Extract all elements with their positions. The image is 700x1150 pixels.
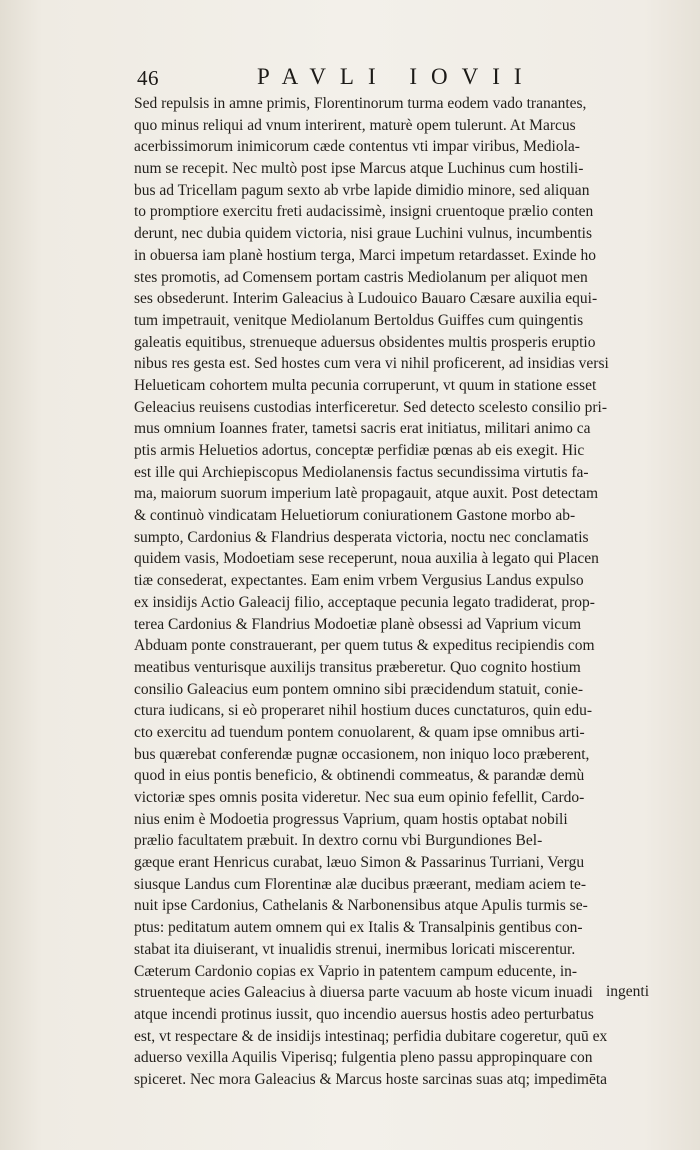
text-line: to promptiore exercitu freti audacissimè, insigni cruentoque prælio conten xyxy=(134,203,594,221)
text-line: tiæ consederat, expectantes. Eam enim vrbem Vergusius Landus expulso xyxy=(134,572,584,590)
text-line: acerbissimorum inimicorum cæde contentus vti impar viribus, Mediola- xyxy=(134,138,580,156)
text-line: struenteque acies Galeacius à diuersa parte vacuum ab hoste vicum inuadi xyxy=(134,984,593,1002)
text-line: siusque Landus cum Florentinæ alæ ducibus præerant, mediam aciem te- xyxy=(134,875,586,893)
text-line: bus quærebat conferendæ pugnæ occasionem, non iniquo loco præberent, xyxy=(134,745,590,763)
catchword: ingenti xyxy=(606,983,650,1000)
text-line: derunt, nec dubia quidem victoria, nisi graue Luchini vulnus, incumbentis xyxy=(134,225,593,243)
text-line: num se recepit. Nec multò post ipse Marcus atque Luchinus cum hostili- xyxy=(134,160,584,178)
text-line: prælio facultatem præbuit. In dextro cornu vbi Burgundiones Bel- xyxy=(134,832,543,850)
text-line: Cæterum Cardonio copias ex Vaprio in patentem campum educente, in- xyxy=(134,962,578,980)
text-line: galeatis equitibus, strenueque aduersus obsidentes multis prosperis eruptio xyxy=(134,333,596,351)
text-line: ses obsederunt. Interim Galeacius à Ludouico Bauaro Cæsare auxilia equi- xyxy=(134,290,598,308)
text-line: aduerso vexilla Aquilis Viperisq; fulgentia pleno passu appropinquare con xyxy=(134,1049,593,1067)
text-line: stes promotis, ad Comensem portam castris Mediolanum per aliquot men xyxy=(134,268,588,286)
text-line: ma, maiorum suorum imperium latè propagauit, atque auxit. Post detectam xyxy=(134,485,599,503)
text-line: ptis armis Heluetios adortus, conceptæ perfidiæ pœnas ab eis exegit. Hic xyxy=(134,442,585,459)
text-line: nibus res gesta est. Sed hostes cum vera vi nihil proficerent, ad insidias versi xyxy=(134,355,609,373)
text-line: stabat ita diuiserant, vt inualidis strenui, inermibus loricati miscerentur. xyxy=(134,940,576,958)
text-line: Helueticam cohortem multa pecunia corruperunt, vt quum in statione esset xyxy=(134,376,597,394)
text-line: & continuò vindicatam Heluetiorum coniurationem Gastone morbo ab- xyxy=(134,507,576,525)
running-title: PAVLI IOVII xyxy=(257,64,536,89)
text-line: Geleacius reuisens custodias interficeretur. Sed detecto scelesto consilio pri- xyxy=(134,398,608,416)
text-line: nius enim è Modoetia progressus Vaprium, quam hostis optabat nobili xyxy=(134,810,568,828)
text-line: mus omnium Ioannes frater, tametsi sacris erat initiatus, militari animo ca xyxy=(134,420,591,438)
text-line: ptus: peditatum autem omnem qui ex Italis & Transalpinis gentibus con- xyxy=(134,919,583,937)
text-line: quod in eius pontis beneficio, & obtinendi commeatus, & parandæ demù xyxy=(134,767,585,785)
text-line: meatibus venturisque auxilijs transitus præberetur. Quo cognito hostium xyxy=(134,658,581,676)
text-line: nuit ipse Cardonius, Cathelanis & Narbonensibus atque Apulis turmis se- xyxy=(134,897,588,915)
text-line: in obuersa iam planè hostium terga, Marci impetum retardasset. Exinde ho xyxy=(134,246,597,264)
text-line: spiceret. Nec mora Galeacius & Marcus hoste sarcinas suas atq; impedimēta xyxy=(134,1070,608,1088)
text-line: est, vt respectare & de insidijs intestinaq; perfidia dubitare cogeretur, quū ex xyxy=(134,1027,608,1045)
text-line: terea Cardonius & Flandrius Modoetiæ planè obsessi ad Vaprium vicum xyxy=(134,615,581,633)
text-line: atque incendi protinus iussit, quo incendio auersus hostis adeo perturbatus xyxy=(134,1005,594,1023)
running-head xyxy=(137,64,667,94)
text-line: Sed repulsis in amne primis, Florentinorum turma eodem vado tranantes, xyxy=(134,95,587,112)
text-line: ex insidijs Actio Galeacij filio, acceptaque pecunia legato tradiderat, prop- xyxy=(134,593,595,611)
text-line: Abduam ponte constrauerant, per quem tutus & expeditus recipiendis com xyxy=(134,637,595,655)
text-line: consilio Galeacius eum pontem omnino sibi præcidendum statuit, conie- xyxy=(134,680,583,698)
text-line: gæque erant Henricus curabat, læuo Simon & Passarinus Turriani, Vergu xyxy=(134,854,585,872)
text-line: ctura iudicans, si eò properaret nihil hostium duces cunctaturos, quin edu- xyxy=(134,702,592,720)
text-line: victoriæ spes omnis posita videretur. Nec sua eum opinio fefellit, Cardo- xyxy=(134,789,585,806)
text-line: bus ad Tricellam pagum sexto ab vrbe lapide dimidio minore, sed aliquan xyxy=(134,181,590,199)
text-line: tum impetrauit, venitque Mediolanum Bertoldus Guiffes cum quingentis xyxy=(134,311,584,329)
page-number: 46 xyxy=(137,66,159,90)
text-line: est ille qui Archiepiscopus Mediolanensis factus secundissima virtutis fa- xyxy=(134,463,589,481)
text-line: quo minus reliqui ad vnum interirent, maturè opem tulerunt. At Marcus xyxy=(134,116,576,134)
text-line: cto exercitu ad tuendum pontem conuolarent, & quam ipse omnibus arti- xyxy=(134,723,585,741)
text-line: sumpto, Cardonius & Flandrius desperata victoria, noctu nec conclamatis xyxy=(134,528,589,546)
text-line: quidem vasis, Modoetiam sese receperunt, noua auxilia à legato qui Placen xyxy=(134,550,599,568)
body-text xyxy=(134,93,664,1091)
